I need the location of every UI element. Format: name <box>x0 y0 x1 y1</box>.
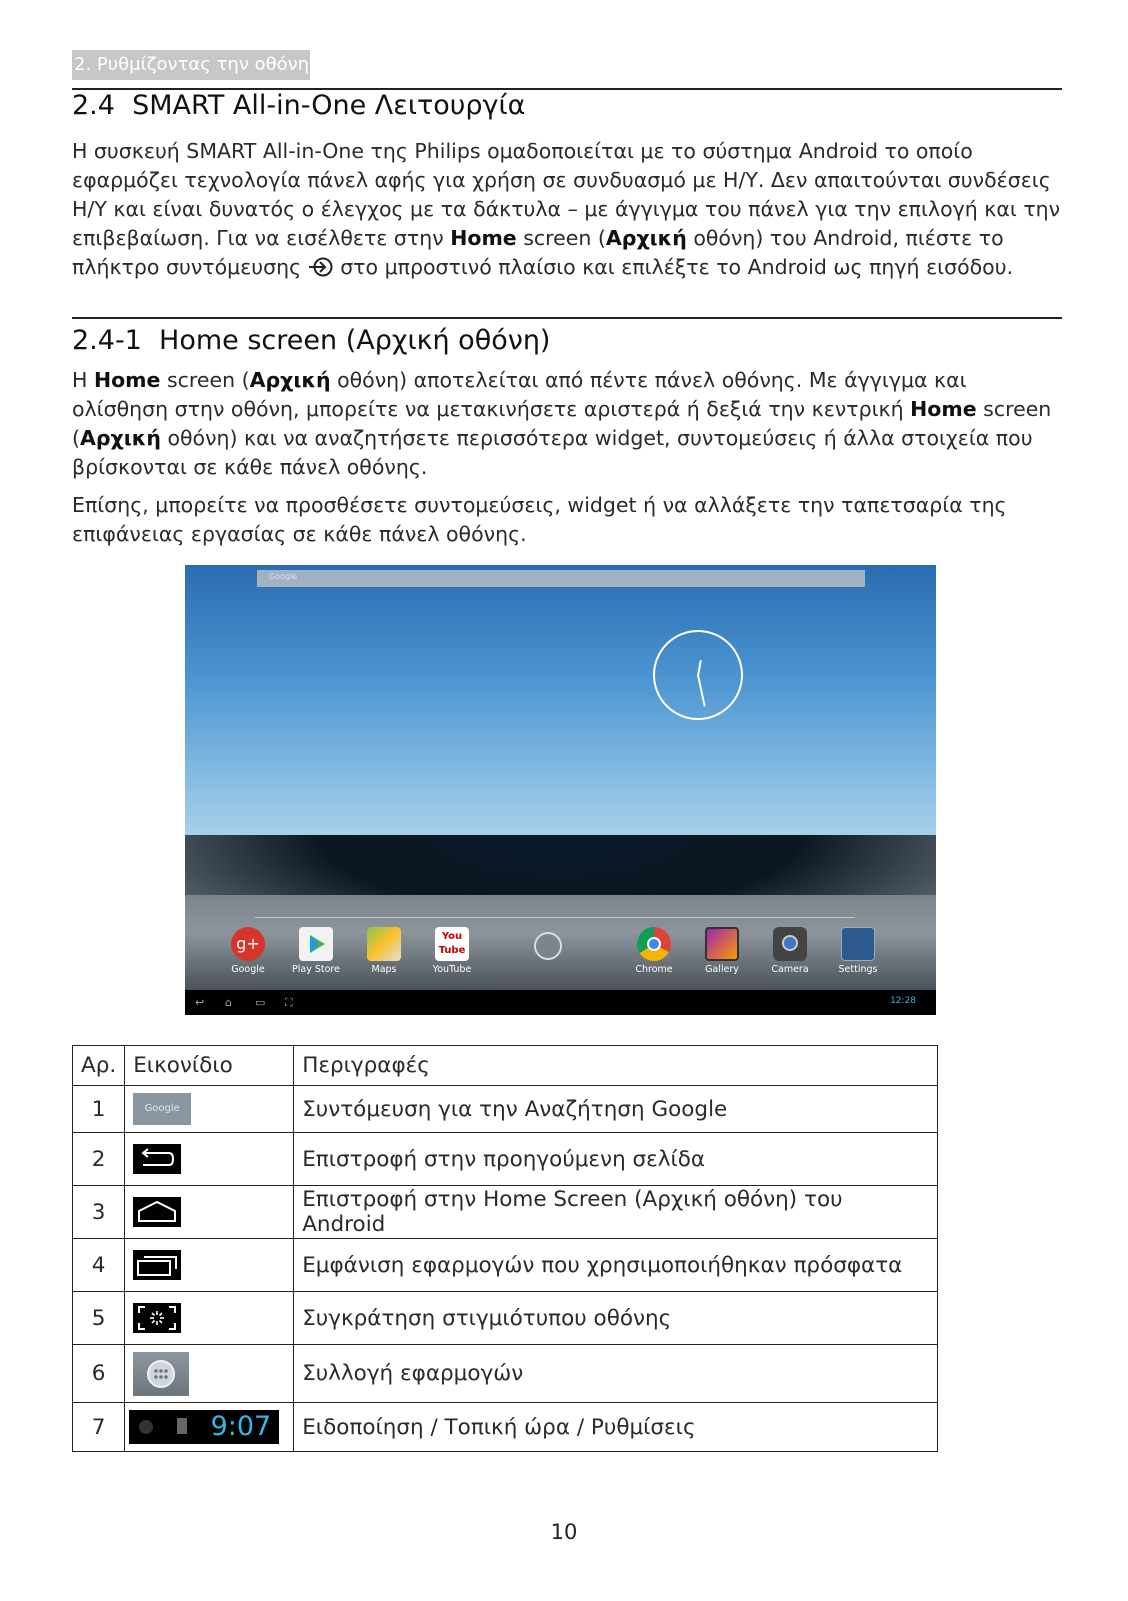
row-number: 4 <box>73 1239 125 1292</box>
section-paragraph <box>72 137 1062 282</box>
app-gallery[interactable] <box>694 927 750 975</box>
section-number: 2.4 <box>72 90 115 121</box>
row-description: Εμφάνιση εφαρμογών που χρησιμοποιήθηκαν πρόσφατα <box>294 1239 938 1292</box>
row-icon-cell <box>125 1292 294 1345</box>
maps-icon <box>367 927 401 961</box>
text: στο μπροστινό πλαίσιο και επιλέξτε το Android ως πηγή εισόδου. <box>333 255 1014 279</box>
clock-minute-hand <box>697 675 706 707</box>
camera-icon <box>773 927 807 961</box>
app-drawer-icon <box>534 932 562 960</box>
home-icon <box>133 1197 181 1227</box>
row-number: 6 <box>73 1345 125 1403</box>
android-home-screenshot <box>185 565 936 1015</box>
app-label: Camera <box>771 964 809 975</box>
app-label: Play Store <box>292 964 340 975</box>
app-drawer-icon <box>133 1352 189 1396</box>
text: οθόνη) αποτελείται από πέντε πάνελ οθόνης. Με άγγιγμα και ολίσθηση στην οθόνη, μπορείτε να μετακινήσετε αριστερά ή δεξιά την κεντρική <box>72 368 967 421</box>
app-youtube[interactable] <box>424 927 480 975</box>
row-number: 5 <box>73 1292 125 1345</box>
play-store-icon <box>299 927 333 961</box>
system-nav-bar <box>185 990 936 1015</box>
nav-home-icon[interactable]: ⌂ <box>225 996 232 1009</box>
clock-hour-hand <box>697 660 702 676</box>
subsection-title: Home screen (Αρχική οθόνη) <box>159 325 551 356</box>
subsection-heading <box>72 325 550 356</box>
app-label: Chrome <box>635 964 673 975</box>
bold-home: Home <box>910 397 977 421</box>
row-icon-cell <box>125 1086 294 1133</box>
search-bar-label: Google <box>269 572 298 581</box>
row-description: Συγκράτηση στιγμιότυπου οθόνης <box>294 1292 938 1345</box>
chrome-icon <box>637 927 671 961</box>
row-description: Συλλογή εφαρμογών <box>294 1345 938 1403</box>
settings-icon <box>841 927 875 961</box>
nav-back-icon[interactable]: ↩ <box>195 996 205 1009</box>
bold-arxiki: Αρχική <box>605 226 687 250</box>
table-row <box>73 1403 938 1452</box>
nav-recent-icon[interactable]: ▭ <box>255 996 266 1009</box>
subsection-paragraph-1 <box>72 366 1062 482</box>
gallery-icon <box>705 927 739 961</box>
subsection-number: 2.4-1 <box>72 325 142 356</box>
table-row <box>73 1086 938 1133</box>
row-description: Επιστροφή στην Home Screen (Αρχική οθόνη) του Android <box>294 1186 938 1239</box>
status-time[interactable]: 12:28 <box>890 996 916 1006</box>
app-label: Google <box>231 964 265 975</box>
google-plus-icon: g+ <box>231 927 265 961</box>
section-title: SMART All-in-One Λειτουργία <box>132 90 526 121</box>
app-camera[interactable] <box>762 927 818 975</box>
col-header-description: Περιγραφές <box>294 1046 938 1086</box>
row-number: 2 <box>73 1133 125 1186</box>
row-description: Επιστροφή στην προηγούμενη σελίδα <box>294 1133 938 1186</box>
nav-screenshot-icon[interactable]: ⛶ <box>285 996 293 1009</box>
app-label: Maps <box>371 964 397 975</box>
row-number: 1 <box>73 1086 125 1133</box>
text: Επίσης, μπορείτε να προσθέσετε συντομεύσεις, widget ή να αλλάξετε την ταπετσαρία της επιφάνειας εργασίας σε κάθε πάνελ οθόνης. <box>72 493 1007 546</box>
text: Η <box>72 368 94 392</box>
row-icon-cell <box>125 1186 294 1239</box>
recent-apps-icon <box>133 1250 181 1280</box>
row-icon-cell <box>125 1239 294 1292</box>
screenshot-icon <box>133 1303 181 1333</box>
input-source-icon <box>308 256 334 278</box>
status-clock-icon <box>129 1410 279 1444</box>
google-search-bar[interactable] <box>257 570 865 587</box>
row-number: 3 <box>73 1186 125 1239</box>
back-icon <box>133 1144 181 1174</box>
row-number: 7 <box>73 1403 125 1452</box>
app-label: Gallery <box>705 964 739 975</box>
row-icon-cell <box>125 1133 294 1186</box>
all-apps-button[interactable] <box>520 927 576 960</box>
app-google[interactable] <box>220 927 276 975</box>
row-description: Συντόμευση για την Αναζήτηση Google <box>294 1086 938 1133</box>
row-icon-cell <box>125 1403 294 1452</box>
app-label: YouTube <box>432 964 472 975</box>
app-settings[interactable] <box>830 927 886 975</box>
app-label: Settings <box>838 964 878 975</box>
row-icon-cell <box>125 1345 294 1403</box>
youtube-icon: You Tube <box>435 927 469 961</box>
dock-divider <box>255 917 855 918</box>
table-row <box>73 1239 938 1292</box>
table-row <box>73 1186 938 1239</box>
subsection-rule <box>72 317 1062 319</box>
chapter-tab: 2. Ρυθμίζοντας την οθόνη <box>72 50 310 80</box>
text: screen ( <box>72 397 1052 450</box>
bold-home: Home <box>93 368 161 392</box>
table-row <box>73 1345 938 1403</box>
bold-arxiki: Αρχική <box>80 426 161 450</box>
page-number: 10 <box>550 1520 578 1544</box>
table-row <box>73 1133 938 1186</box>
text: οθόνη) και να αναζητήσετε περισσότερα widget, συντομεύσεις ή άλλα στοιχεία που βρίσκονται σε κάθε πάνελ οθόνης. <box>72 426 1033 479</box>
bold-arxiki: Αρχική <box>249 368 331 392</box>
icons-table <box>72 1045 938 1452</box>
subsection-paragraph-2 <box>72 491 1062 549</box>
row-description: Ειδοποίηση / Τοπική ώρα / Ρυθμίσεις <box>294 1403 938 1452</box>
section-heading <box>72 90 525 121</box>
text: screen ( <box>160 368 250 392</box>
text: screen ( <box>516 226 606 250</box>
col-header-icon: Εικονίδιο <box>125 1046 294 1086</box>
table-row <box>73 1292 938 1345</box>
app-play-store[interactable] <box>288 927 344 975</box>
app-chrome[interactable] <box>626 927 682 975</box>
app-maps[interactable] <box>356 927 412 975</box>
analog-clock-widget[interactable] <box>653 630 743 720</box>
google-search-icon: Google <box>133 1093 191 1125</box>
text: οθόνη) του Android, πιέστε το πλήκτρο συντόμευσης <box>72 226 1004 279</box>
bold-home: Home <box>450 226 517 250</box>
table-header-row <box>73 1046 938 1086</box>
status-clock-time: 9:07 <box>210 1411 272 1442</box>
text: Η συσκευή SMART All-in-One της Philips ομαδοποιείται με το σύστημα Android το οποίο εφαρμόζει τεχνολογία πάνελ αφής για χρήση σε συνδυασμό με Η/Υ. Δεν απαιτούνται συνδέσεις Η/Υ και είναι δυνατός ο έλεγχος με τα δάκτυλα – με άγγιγμα του πάνελ για την επιλογή και την επιβεβαίωση. Για να εισέλθετε στην <box>72 139 1061 250</box>
col-header-number: Αρ. <box>73 1046 125 1086</box>
